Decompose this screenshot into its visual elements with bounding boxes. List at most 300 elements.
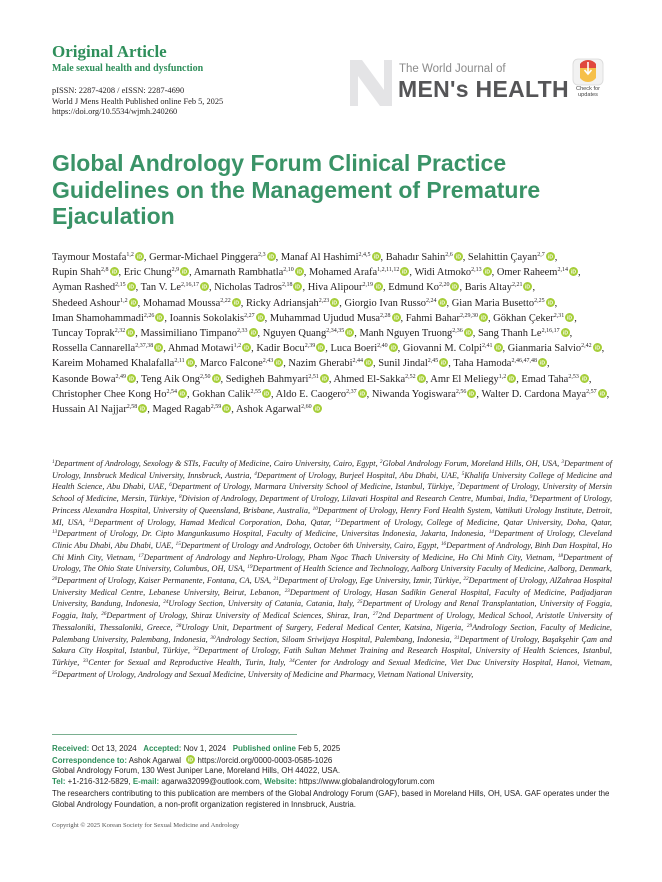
- affiliation-text: Department of Andrology and Nephro-Urology, Pham Ngoc Thach University of Medicine, Ho Chi Minh City, Vietnam,: [143, 552, 555, 562]
- orcid-icon[interactable]: [242, 343, 251, 352]
- footer-divider: [52, 734, 297, 735]
- author-name: Kadir Bocu: [256, 343, 305, 355]
- author-affiliation-number: 2,14: [557, 267, 568, 274]
- author-affiliation-number: 2,16,17: [541, 328, 560, 335]
- author-affiliation-number: 2,33: [237, 328, 248, 335]
- affiliation-text: Department of Urology, Henry Ford Health System, Vattikuti Urology Institute, Detroit, MI, USA,: [52, 505, 613, 527]
- orcid-icon[interactable]: [392, 313, 401, 322]
- author-affiliation-number: 1,2: [120, 297, 128, 304]
- author-affiliation-number: 2,27: [244, 312, 255, 319]
- orcid-icon[interactable]: [538, 358, 547, 367]
- affiliation-text: Department of Urology, Hamad Medical Corporation, Doha, Qatar,: [93, 517, 332, 527]
- author-affiliation-number: 2,51: [308, 373, 319, 380]
- orcid-icon[interactable]: [598, 389, 607, 398]
- affiliation-number: 20: [52, 576, 58, 583]
- author-name: Eric Chung: [123, 267, 172, 279]
- article-subtype: Male sexual health and dysfunction: [52, 63, 204, 74]
- author-name: Kareim Mohamed Khalafalla: [52, 358, 175, 370]
- orcid-icon[interactable]: [222, 404, 231, 413]
- author: [194, 267, 304, 278]
- affiliation-number: 8: [179, 494, 182, 501]
- author-name: Tan V. Le: [140, 282, 181, 294]
- author-name: Taymour Mostafa: [52, 252, 127, 263]
- orcid-icon[interactable]: [364, 358, 373, 367]
- orcid-icon[interactable]: [450, 282, 459, 291]
- orcid-icon[interactable]: [483, 267, 492, 276]
- author-affiliation-number: 2,49: [115, 373, 126, 380]
- svg-text:iD: iD: [213, 376, 219, 383]
- author-name: Sedigheh Bahmyari: [225, 373, 309, 385]
- author-name: Giovanni M. Colpi: [402, 343, 483, 355]
- author-name: Nicholas Tadros: [214, 282, 282, 294]
- orcid-icon[interactable]: [464, 328, 473, 337]
- affiliation-number: 4: [254, 470, 257, 477]
- author-affiliation-number: 2,11: [174, 358, 185, 365]
- svg-text:iD: iD: [318, 345, 324, 352]
- affiliation-number: 14: [488, 529, 494, 536]
- orcid-icon[interactable]: [126, 328, 135, 337]
- orcid-icon[interactable]: [186, 358, 195, 367]
- svg-text:iD: iD: [570, 269, 576, 276]
- orcid-icon[interactable]: [467, 389, 476, 398]
- orcid-icon[interactable]: [417, 374, 426, 383]
- author-affiliation-number: 2,39: [304, 343, 316, 350]
- affiliation-text: Department of Urology, Innsbruck Medical University, Innsbruck, Austria,: [52, 459, 613, 480]
- affiliation-text: Department of Urology, AlZahraa Hospital University Medical Centre, Lebanese University, Beirut, Lebanon,: [52, 576, 613, 597]
- author: [344, 298, 446, 309]
- author-name: Ayman Rashed: [52, 282, 116, 294]
- svg-text:iD: iD: [525, 284, 531, 291]
- affiliation-number: 9: [529, 494, 533, 501]
- journal-name-line2: MEN's HEALTH: [398, 76, 569, 102]
- affiliation-text: Department of Urology and Renal Transplantation, University of Foggia, Foggia, Italy,: [52, 599, 613, 621]
- orcid-icon[interactable]: [155, 313, 164, 322]
- orcid-icon[interactable]: [345, 328, 354, 337]
- author-name: Baris Altay: [464, 282, 512, 294]
- author: [200, 358, 283, 369]
- orcid-icon[interactable]: [374, 282, 383, 291]
- author: [52, 358, 195, 369]
- copyright: Copyright © 2025 Korean Society for Sexual Medicine and Andrology: [52, 822, 240, 829]
- author-affiliation-number: 2,22: [220, 297, 231, 304]
- affiliation-number: 34: [289, 657, 295, 664]
- author: [214, 282, 302, 293]
- orcid-icon[interactable]: [494, 343, 503, 352]
- author: [143, 298, 241, 309]
- author: [453, 358, 547, 369]
- affiliation-number: 35: [52, 669, 58, 676]
- svg-text:iD: iD: [136, 254, 142, 261]
- svg-text:iD: iD: [295, 284, 301, 291]
- orcid-icon[interactable]: [129, 298, 138, 307]
- author-name: Gökhan Çeker: [493, 312, 554, 324]
- affiliation-text: Department of Urology, Ege University, Izmir, Türkiye,: [278, 576, 462, 586]
- svg-text:iD: iD: [156, 345, 162, 352]
- journal-logo: [350, 58, 569, 104]
- telephone: +1-216-312-5829,: [67, 777, 131, 787]
- author: [288, 358, 373, 369]
- author-affiliation-number: 2,4,5: [358, 252, 371, 258]
- orcid-icon[interactable]: [358, 389, 367, 398]
- received-date: Oct 13, 2024: [91, 744, 137, 753]
- orcid-icon[interactable]: [212, 374, 221, 383]
- author-name: Manh Nguyen Truong: [359, 328, 453, 340]
- affiliation-text: Khalifa University College of Medicine and Health Science, Abu Dhabi, UAE,: [52, 470, 613, 492]
- author: [406, 313, 488, 324]
- svg-text:iD: iD: [332, 300, 338, 307]
- author-affiliation-number: 2,59: [210, 404, 222, 411]
- author: [170, 313, 265, 324]
- author: [124, 267, 189, 278]
- orcid-icon[interactable]: [267, 252, 276, 261]
- svg-text:iD: iD: [314, 406, 320, 413]
- svg-text:iD: iD: [347, 330, 353, 337]
- affiliation-number: 21: [273, 576, 279, 583]
- svg-text:iD: iD: [182, 269, 188, 276]
- affiliation-number: 19: [247, 564, 253, 571]
- affiliation-number: 24: [163, 599, 169, 606]
- author-affiliation-number: 1,2,11,12: [377, 267, 400, 274]
- svg-text:iD: iD: [188, 757, 194, 764]
- affiliation-text: Department of Urology, Hasan Sadikin General Hospital, Faculty of Medicine, Padjadjaran University, Bandung, Indonesia,: [52, 587, 613, 609]
- author: [52, 267, 119, 278]
- orcid-icon[interactable]: [454, 252, 463, 261]
- orcid-icon[interactable]: [256, 313, 265, 322]
- affiliation-number: 29: [466, 622, 473, 629]
- svg-text:iD: iD: [201, 284, 207, 291]
- orcid-icon[interactable]: [389, 343, 398, 352]
- svg-text:iD: iD: [455, 254, 461, 261]
- svg-text:iD: iD: [257, 315, 263, 322]
- affiliation-text: Department of Andrology, Binh Dan Hospital, Ho Chi Minh City, Vietnam,: [52, 540, 613, 562]
- author-affiliation-number: 2,52: [405, 373, 416, 380]
- affiliation-text: Division of Andrology, Department of Urology, Lilavati Hospital and Research Centre, Mumbai, India,: [181, 494, 528, 504]
- author: [414, 267, 491, 278]
- author-affiliation-number: 2,41: [482, 343, 493, 350]
- author-name: Nguyen Quang: [262, 328, 327, 340]
- affiliation-number: 33: [83, 657, 89, 664]
- author: [256, 343, 325, 354]
- website-link[interactable]: https://www.globalandrologyforum.com: [299, 777, 435, 787]
- affiliation-number: 12: [335, 517, 341, 524]
- author-affiliation-number: 2,57: [586, 388, 597, 395]
- orcid-icon[interactable]: [507, 374, 516, 383]
- affiliation-text: Department of Urology, Marmara University School of Medicine, Istanbul, Türkiye,: [171, 482, 455, 492]
- journal-name-line1: The World Journal of: [399, 63, 506, 75]
- affiliation-text: Center for Andrology and Sexual Medicine, Viet Duc University Hospital, Hanoi, Vietnam,: [294, 657, 613, 667]
- affiliation-text: Department of Urology, Princess Alexandra Hospital, University of Queensland, Brisbane, Australia,: [52, 494, 613, 515]
- orcid-icon[interactable]: [135, 252, 144, 261]
- author-name: Aldo E. Caogero: [275, 388, 347, 400]
- author: [246, 298, 339, 309]
- affiliation-text: Urology Section, University of Catania, Catania, Italy,: [168, 599, 355, 609]
- svg-text:iD: iD: [359, 391, 365, 398]
- author-affiliation-number: 2,37,38: [135, 343, 154, 350]
- svg-text:iD: iD: [599, 391, 605, 398]
- svg-text:iD: iD: [233, 300, 239, 307]
- author-name: Rossella Cannarella: [52, 343, 136, 355]
- author-name: Niwanda Yogiswara: [371, 388, 456, 400]
- author-affiliation-number: 2,46,47,48: [511, 358, 537, 365]
- affiliation-text: Department of Urology, Kaiser Permanente, Fontana, CA, USA,: [57, 576, 272, 586]
- orcid-icon[interactable]: [580, 374, 589, 383]
- author-affiliation-number: 2,54: [166, 388, 178, 395]
- orcid-icon[interactable]: [262, 389, 271, 398]
- dates-line: Received: Oct 13, 2024 Accepted: Nov 1, 2024 Published online Feb 5, 2025: [52, 744, 341, 753]
- author-affiliation-number: 2,10: [283, 267, 294, 274]
- author: [331, 343, 398, 354]
- svg-text:iD: iD: [130, 300, 136, 307]
- orcid-icon[interactable]: [569, 267, 578, 276]
- author-name: Mohamad Moussa: [142, 297, 221, 309]
- svg-text:iD: iD: [509, 376, 515, 383]
- orcid-icon[interactable]: [178, 389, 187, 398]
- affiliation-text: Andrology Section, Siloam Sriwijaya Hospital, Palembang, Indonesia,: [215, 634, 452, 644]
- affiliation-number: 30: [210, 634, 216, 641]
- orcid-icon[interactable]: [293, 282, 302, 291]
- author-name: Giorgio Ivan Russo: [344, 297, 427, 309]
- svg-text:iD: iD: [365, 360, 371, 367]
- orcid-icon[interactable]: [232, 298, 241, 307]
- svg-text:iD: iD: [276, 360, 282, 367]
- author: [192, 389, 271, 400]
- author: [52, 252, 144, 263]
- affiliation-text: Department of Urology, Fatih Sultan Mehmet Training and Research Hospital, University of Health Sciences, Istanbul, Türkiye,: [52, 646, 612, 667]
- author-name: Ashok Agarwal: [235, 404, 302, 416]
- author-name: Germar-Michael Pinggera: [149, 252, 259, 263]
- author: [168, 343, 251, 354]
- orcid-icon[interactable]: [400, 267, 409, 276]
- svg-text:iD: iD: [402, 269, 408, 276]
- author-name: Ioannis Sokolakis: [169, 312, 245, 324]
- orcid-icon[interactable]: [320, 374, 329, 383]
- affiliation-text: Global Andrology Forum, Moreland Hills, OH, USA,: [382, 459, 560, 468]
- author-name: Shedeed Ashour: [52, 297, 121, 309]
- author-name: Muhammad Ujudud Musa: [269, 312, 381, 324]
- orcid-icon[interactable]: [127, 374, 136, 383]
- author-affiliation-number: 2,8: [101, 267, 109, 274]
- author-name: Widi Atmoko: [414, 267, 472, 279]
- svg-text:iD: iD: [157, 315, 163, 322]
- author: [52, 343, 163, 354]
- svg-text:iD: iD: [373, 254, 379, 261]
- author-name: Hiva Alipour: [307, 282, 363, 294]
- author-name: Sang Thanh Le: [477, 328, 542, 340]
- affiliation-number: 10: [312, 505, 318, 512]
- affiliation-number: 5: [461, 470, 465, 477]
- svg-text:iD: iD: [187, 360, 193, 367]
- author-affiliation-number: 2,15: [115, 282, 126, 289]
- author-name: Nazim Gherabi: [288, 358, 353, 370]
- check-for-updates-badge[interactable]: [566, 58, 610, 104]
- published-date: Feb 5, 2025: [298, 744, 341, 753]
- author: [378, 358, 448, 369]
- author: [430, 374, 516, 385]
- author-affiliation-number: 2,26: [143, 312, 155, 319]
- author-name: Ricky Adriansjah: [245, 297, 319, 309]
- svg-text:iD: iD: [484, 269, 490, 276]
- svg-text:iD: iD: [321, 376, 327, 383]
- author: [226, 374, 329, 385]
- orcid-icon[interactable]: [274, 358, 283, 367]
- orcid-icon[interactable]: [479, 313, 488, 322]
- author-name: Ahmed El-Sakka: [333, 373, 406, 385]
- author-affiliation-number: 2,58: [126, 404, 138, 411]
- orcid-icon[interactable]: [316, 343, 325, 352]
- svg-text:iD: iD: [452, 284, 458, 291]
- svg-text:iD: iD: [264, 391, 270, 398]
- orcid-icon[interactable]: [200, 282, 209, 291]
- author: [153, 404, 232, 415]
- orcid-icon[interactable]: [313, 404, 322, 413]
- affiliation-list: [52, 458, 612, 680]
- author-name: Marco Falcone: [199, 358, 263, 370]
- svg-text:iD: iD: [547, 254, 553, 261]
- author-name: Fahmi Bahar: [405, 312, 460, 324]
- affiliation-text: Department of Urology, Burjeel Hospital, Abu Dhabi, UAE,: [256, 470, 459, 480]
- svg-text:iD: iD: [393, 315, 399, 322]
- author-name: Bahadır Sahin: [385, 252, 446, 263]
- orcid-icon[interactable]: [154, 343, 163, 352]
- author: [372, 389, 477, 400]
- author-name: Tuncay Toprak: [52, 328, 115, 340]
- contact-line: Tel: +1-216-312-5829, E-mail: agarwa32099@outlook.com, Website: https://www.globalandrologyforum.com: [52, 777, 435, 787]
- issn: pISSN: 2287-4208 / eISSN: 2287-4690: [52, 86, 185, 95]
- author-affiliation-number: 2,34,35: [326, 328, 345, 335]
- author-affiliation-number: 2,37: [346, 388, 357, 395]
- orcid-icon[interactable]: [180, 267, 189, 276]
- affiliation-text: Urology Unit, Department of Surgery, Federal Medical Center, Katsina, Nigeria,: [181, 622, 464, 632]
- svg-text:iD: iD: [180, 391, 186, 398]
- author: [52, 328, 135, 339]
- orcid-icon[interactable]: [295, 267, 304, 276]
- svg-text:iD: iD: [128, 284, 134, 291]
- svg-text:iD: iD: [539, 360, 545, 367]
- author: [465, 282, 533, 293]
- author-name: Hussain Al Najjar: [52, 404, 127, 416]
- author-name: Edmund Ko: [388, 282, 439, 294]
- affiliation-text: Department of Urology, The Ohio State University, Columbus, OH, USA,: [52, 552, 613, 574]
- author-affiliation-number: 2,40: [377, 343, 388, 350]
- author-name: Walter D. Cardona Maya: [481, 388, 587, 400]
- affiliation-number: 13: [52, 529, 58, 536]
- affiliation-text: 2nd Department of Urology, Medical School, Aristotle University of Thessaloniki, Thessaloniki, Greece,: [52, 611, 613, 632]
- affiliation-number: 15: [175, 540, 181, 547]
- author-name: Iman Shamohammadi: [52, 312, 144, 324]
- orcid-icon[interactable]: [249, 328, 258, 337]
- author: [141, 374, 221, 385]
- orcid-icon[interactable]: [372, 252, 381, 261]
- affiliation-number: 23: [284, 587, 290, 594]
- orcid-icon[interactable]: [330, 298, 339, 307]
- author-affiliation-number: 2,20: [438, 282, 450, 289]
- author-affiliation-number: 2,53: [568, 373, 579, 380]
- svg-text:iD: iD: [296, 269, 302, 276]
- correspondence-line: Correspondence to: Ashok Agarwal iD https://orcid.org/0000-0003-0585-1026: [52, 755, 333, 765]
- orcid-icon[interactable]: [593, 343, 602, 352]
- author: [308, 282, 383, 293]
- orcid-icon[interactable]: [127, 282, 136, 291]
- orcid-link[interactable]: https://orcid.org/0000-0003-0585-1026: [197, 755, 333, 765]
- author: [497, 267, 578, 278]
- author-name: Gokhan Calik: [192, 388, 251, 400]
- affiliation-number: 17: [138, 552, 144, 559]
- svg-text:iD: iD: [250, 330, 256, 337]
- author-affiliation-number: 2,9: [171, 267, 180, 274]
- article-title: Global Andrology Forum Clinical Practice Guidelines on the Management of Premature Ejaculation: [52, 150, 541, 230]
- author-name: Maged Ragab: [152, 404, 211, 416]
- email-link[interactable]: agarwa32099@outlook.com,: [161, 777, 262, 787]
- svg-text:iD: iD: [128, 376, 134, 383]
- author-affiliation-number: 2,19: [362, 282, 373, 289]
- orcid-icon[interactable]: [138, 404, 147, 413]
- correspondence-address: Global Andrology Forum, 130 West Juniper Lane, Moreland Hills, OH 44022, USA.: [52, 766, 341, 776]
- svg-text:iD: iD: [390, 345, 396, 352]
- article-header: [52, 42, 612, 122]
- author-name: Amarnath Rambhatla: [193, 267, 284, 279]
- author-affiliation-number: 2,29,30: [459, 312, 478, 319]
- orcid-icon[interactable]: [565, 313, 574, 322]
- author: [521, 374, 588, 385]
- orcid-icon[interactable]: [546, 298, 555, 307]
- svg-text:iD: iD: [244, 345, 250, 352]
- author-affiliation-number: 2,6: [445, 252, 453, 258]
- author-affiliation-number: 1,2: [233, 343, 242, 350]
- author-affiliation-number: 2,3: [258, 252, 266, 258]
- affiliation-number: 26: [101, 611, 107, 618]
- author-affiliation-number: 2,16,17: [180, 282, 199, 289]
- author-affiliation-number: 2,23: [318, 297, 330, 304]
- author: [263, 328, 354, 339]
- orcid-icon[interactable]: [561, 328, 570, 337]
- affiliation-text: Department of Urology, Cleveland Clinic Abu Dhabi, Abu Dhabi, UAE,: [52, 529, 612, 550]
- author-name: Omer Raheem: [496, 267, 558, 279]
- author-affiliation-number: 1,2: [498, 373, 507, 380]
- author-affiliation-number: 2,28: [380, 312, 391, 319]
- author: [276, 389, 367, 400]
- affiliation-text: Department of Health Science and Technology, Aalborg University Faculty of Medicine, Aalborg, Denmark,: [252, 564, 612, 574]
- author: [386, 252, 463, 263]
- author-name: Massimiliano Timpano: [140, 328, 238, 340]
- author-name: Amr El Meliegy: [430, 373, 499, 385]
- affiliation-text: Department of Andrology, Sexology & STIs, Faculty of Medicine, Cairo University, Cairo, Egypt,: [54, 459, 378, 468]
- orcid-icon[interactable]: [110, 267, 119, 276]
- svg-text:iD: iD: [418, 376, 424, 383]
- orcid-icon[interactable]: [439, 358, 448, 367]
- svg-text:iD: iD: [111, 269, 117, 276]
- author: [309, 267, 409, 278]
- orcid-icon[interactable]: [438, 298, 447, 307]
- orcid-icon[interactable]: [546, 252, 555, 261]
- gaf-note: The researchers contributing to this publication are members of the Global Andrology Forum (GAF), based in Moreland Hills, OH, USA. GAF operates under the Global Andrology Foundation, a non-profit organization registered in Innsbruck, Austria.: [52, 788, 610, 809]
- check-for-updates-label: Check for updates: [576, 86, 600, 99]
- author: [452, 298, 555, 309]
- author: [52, 282, 136, 293]
- author-affiliation-number: 2,36: [452, 328, 463, 335]
- author-affiliation-number: 2,56: [455, 388, 467, 395]
- svg-text:iD: iD: [224, 406, 230, 413]
- orcid-icon[interactable]: [186, 755, 195, 764]
- author-name: Ahmad Motawi: [167, 343, 234, 355]
- author-name: Gianmaria Salvio: [507, 343, 582, 355]
- author-affiliation-number: 2,43: [262, 358, 274, 365]
- author-name: Sunil Jindal: [378, 358, 428, 370]
- author-affiliation-number: 2,21: [511, 282, 523, 289]
- author: [141, 282, 209, 293]
- doi-link[interactable]: https://doi.org/10.5534/wjmh.240260: [52, 107, 178, 117]
- affiliation-text: Department of Urology and Andrology, October 6th University, Cairo, Egypt,: [180, 540, 439, 550]
- orcid-icon[interactable]: [523, 282, 532, 291]
